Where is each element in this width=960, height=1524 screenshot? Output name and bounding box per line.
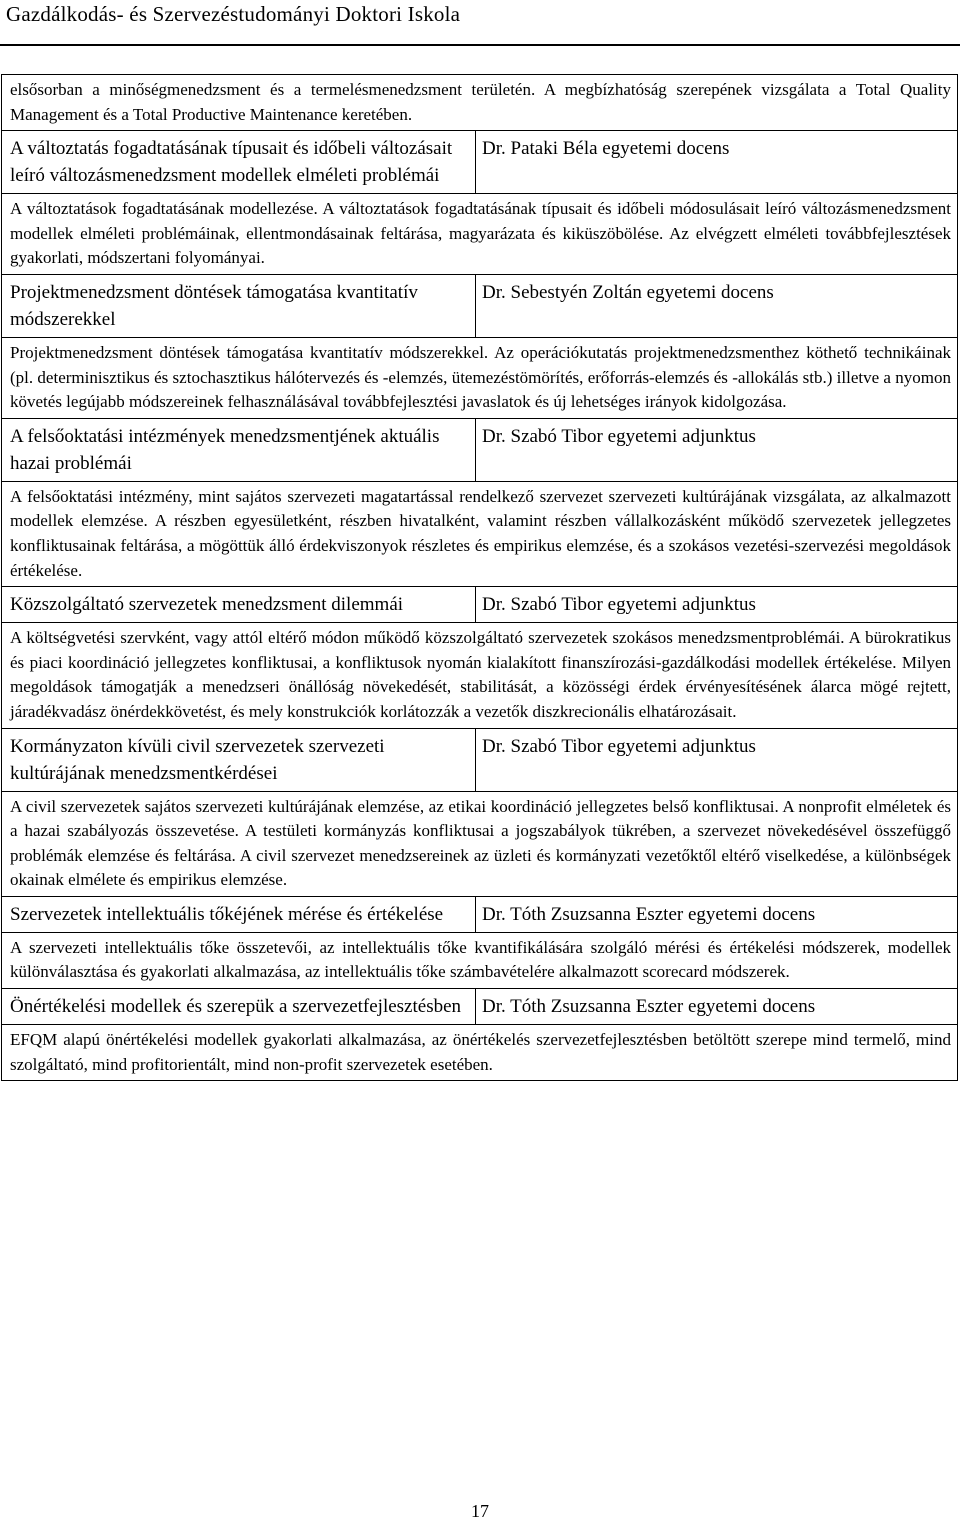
topic-header-row bbox=[2, 587, 958, 623]
intro-row bbox=[2, 75, 958, 131]
topic-description-row bbox=[2, 338, 958, 419]
page-number: 17 bbox=[471, 1501, 489, 1521]
topic-description-row bbox=[2, 194, 958, 275]
topic-author: Dr. Szabó Tibor egyetemi adjunktus bbox=[482, 594, 756, 616]
topics-table bbox=[1, 74, 958, 1081]
topic-description-row bbox=[2, 792, 958, 897]
topic-author: Dr. Tóth Zsuzsanna Eszter egyetemi docens bbox=[482, 903, 816, 925]
topic-description-row bbox=[2, 482, 958, 587]
topic-title: Kormányzaton kívüli civil szervezetek szervezeti kultúrájának menedzsmentkérdései bbox=[2, 729, 476, 791]
topic-description: A felsőoktatási intézmény, mint sajátos szervezeti magatartással rendelkező szervezet szervezeti kultúrájának vizsgálata, az alkalmazott modellek elemzése. A részben egyesületként, részben hivatalként, valamint részben vállalkozásként működő szervezetek jellegzetes konfliktusainak feltárása, a mögöttük álló érdekviszonyok részletes és empirikus elemzése, és a szokásos vezetési-szervezési megoldások értékelése. bbox=[10, 486, 951, 580]
topic-title: A változtatás fogadtatásának típusait és időbeli változásait leíró változásmenedzsment modellek elméleti problémái bbox=[2, 131, 476, 193]
topic-header-row bbox=[2, 131, 958, 194]
topic-author: Dr. Szabó Tibor egyetemi adjunktus bbox=[482, 425, 756, 447]
topic-description-row bbox=[2, 1025, 958, 1081]
intro-text: elsősorban a minőségmenedzsment és a termelésmenedzsment területén. A megbízhatóság szerepének vizsgálata a Total Quality Management és a Total Productive Maintenance keretében. bbox=[10, 80, 951, 124]
topic-author: Dr. Tóth Zsuzsanna Eszter egyetemi docens bbox=[482, 996, 816, 1018]
topic-description-row bbox=[2, 623, 958, 728]
topic-description-row bbox=[2, 933, 958, 989]
topic-title: Projektmenedzsment döntések támogatása kvantitatív módszerekkel bbox=[2, 275, 476, 337]
topic-header-row bbox=[2, 419, 958, 482]
topic-title: Közszolgáltató szervezetek menedzsment dilemmái bbox=[2, 587, 476, 622]
topic-title: Szervezetek intellektuális tőkéjének mérése és értékelése bbox=[2, 897, 476, 932]
topic-description: A költségvetési szervként, vagy attól eltérő módon működő közszolgáltató szervezetek szokásos menedzsmentproblémái. A bürokratikus és piaci koordináció jellegzetes konfliktusai, a konfliktusok nyomán kialakított finanszírozási-gazdálkodási modellek értékelése. Milyen megoldások támogatják a menedzseri önállóság növekedését, stabilitását, a közösségi érdek érvényesítésének álarca mögé rejtett, járadékvadász önérdekkövetést, és mely konstrukciók korlátozzák a vezetők diszkrecionális elhatározásait. bbox=[10, 628, 951, 721]
topic-author: Dr. Sebestyén Zoltán egyetemi docens bbox=[482, 281, 774, 303]
topic-title: Önértékelési modellek és szerepük a szervezetfejlesztésben bbox=[2, 989, 476, 1024]
topic-header-row bbox=[2, 897, 958, 933]
topic-description: Projektmenedzsment döntések támogatása kvantitatív módszerekkel. Az operációkutatás projektmenedzsmenthez köthető technikáinak (pl. determinisztikus és sztochasztikus hálótervezés és -elemzés, ütemezéstömörítés, erőforrás-elemzés és -allokálás stb.) illetve a nyomon követés legújabb módszereinek felhasználásával továbbfejlesztési javaslatok és új lehetséges irányok kidolgozása. bbox=[10, 342, 951, 412]
topic-description: A változtatások fogadtatásának modellezése. A változtatások fogadtatásának típusait és időbeli módosulásait leíró változásmenedzsment modellek elméleti problémáinak, ellentmondásainak feltárása, magyarázata és kiküszöbölése. Az elvégzett elméleti továbbfejlesztések gyakorlati, módszertani folyományai. bbox=[10, 199, 951, 268]
topic-author: Dr. Szabó Tibor egyetemi adjunktus bbox=[482, 735, 756, 757]
topic-author: Dr. Pataki Béla egyetemi docens bbox=[482, 138, 730, 160]
page-header: Gazdálkodás- és Szervezéstudományi Doktori Iskola bbox=[6, 2, 461, 26]
topic-description: EFQM alapú önértékelési modellek gyakorlati alkalmazása, az önértékelés szervezetfejlesztésben betöltött szerepe mind termelő, mind szolgáltató, mind profitorientált, mind non-profit szervezetek esetében. bbox=[10, 1030, 951, 1074]
topic-description: A civil szervezetek sajátos szervezeti kultúrájának elemzése, az etikai koordináció jellegzetes belső konfliktusai. A nonprofit elméletek és a hazai szabályozás összevetése. A testületi kormányzás konfliktusai a jogszabályok tükrében, a szervezet növekedésével összefüggő problémák elemzése és feltárása. A civil szervezet menedzsereinek az üzleti és kormányzati vezetőktől eltérő viselkedése, a különbségek okainak elmélete és empirikus elemzése. bbox=[10, 796, 951, 890]
topic-header-row bbox=[2, 275, 958, 338]
topic-title: A felsőoktatási intézmények menedzsmentjének aktuális hazai problémái bbox=[2, 419, 476, 481]
topic-description: A szervezeti intellektuális tőke összetevői, az intellektuális tőke kvantifikálására szolgáló mérési és értékelési módszerek, modellek különválasztása és gyakorlati alkalmazása, az intellektuális tőke számbavételére alkalmazott scorecard módszerek. bbox=[10, 937, 951, 982]
header-divider bbox=[0, 44, 960, 46]
topic-header-row bbox=[2, 989, 958, 1025]
topic-header-row bbox=[2, 729, 958, 792]
